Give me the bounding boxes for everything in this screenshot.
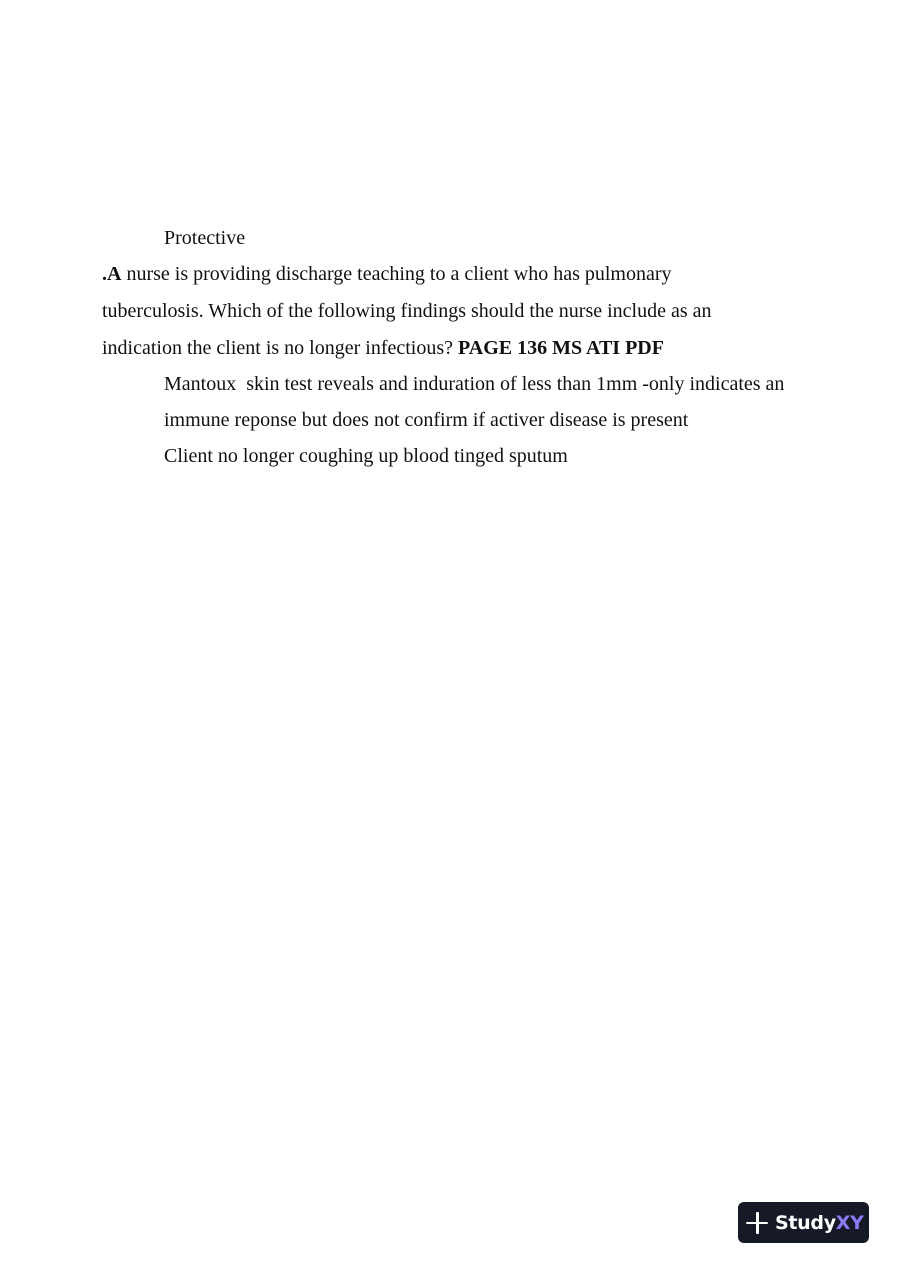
logo-brand-accent: XY xyxy=(835,1211,864,1234)
line-text: Protective xyxy=(164,227,246,249)
page-reference: PAGE 136 MS ATI PDF xyxy=(458,337,664,359)
answer-option-mantoux-continued xyxy=(164,408,688,432)
line-text: indication the client is no longer infectious? xyxy=(102,337,459,359)
plus-icon xyxy=(746,1212,768,1234)
logo-brand-main: Study xyxy=(775,1211,836,1234)
answer-option-protective xyxy=(164,226,245,250)
question-marker: .A xyxy=(102,263,122,285)
answer-option-mantoux xyxy=(164,372,784,396)
question-line-2 xyxy=(102,299,712,323)
question-line-1 xyxy=(102,262,672,286)
line-text: Mantoux skin test reveals and induration of less than 1mm -only indicates an xyxy=(164,373,785,395)
line-text: immune reponse but does not confirm if activer disease is present xyxy=(164,409,689,431)
question-line-3 xyxy=(102,336,664,360)
studyxy-logo xyxy=(738,1202,869,1243)
line-text: tuberculosis. Which of the following findings should the nurse include as an xyxy=(102,300,712,322)
logo-wordmark xyxy=(775,1212,864,1234)
line-text: nurse is providing discharge teaching to a client who has pulmonary xyxy=(121,263,672,285)
line-text: Client no longer coughing up blood tinged sputum xyxy=(164,445,568,467)
answer-option-sputum xyxy=(164,444,568,468)
